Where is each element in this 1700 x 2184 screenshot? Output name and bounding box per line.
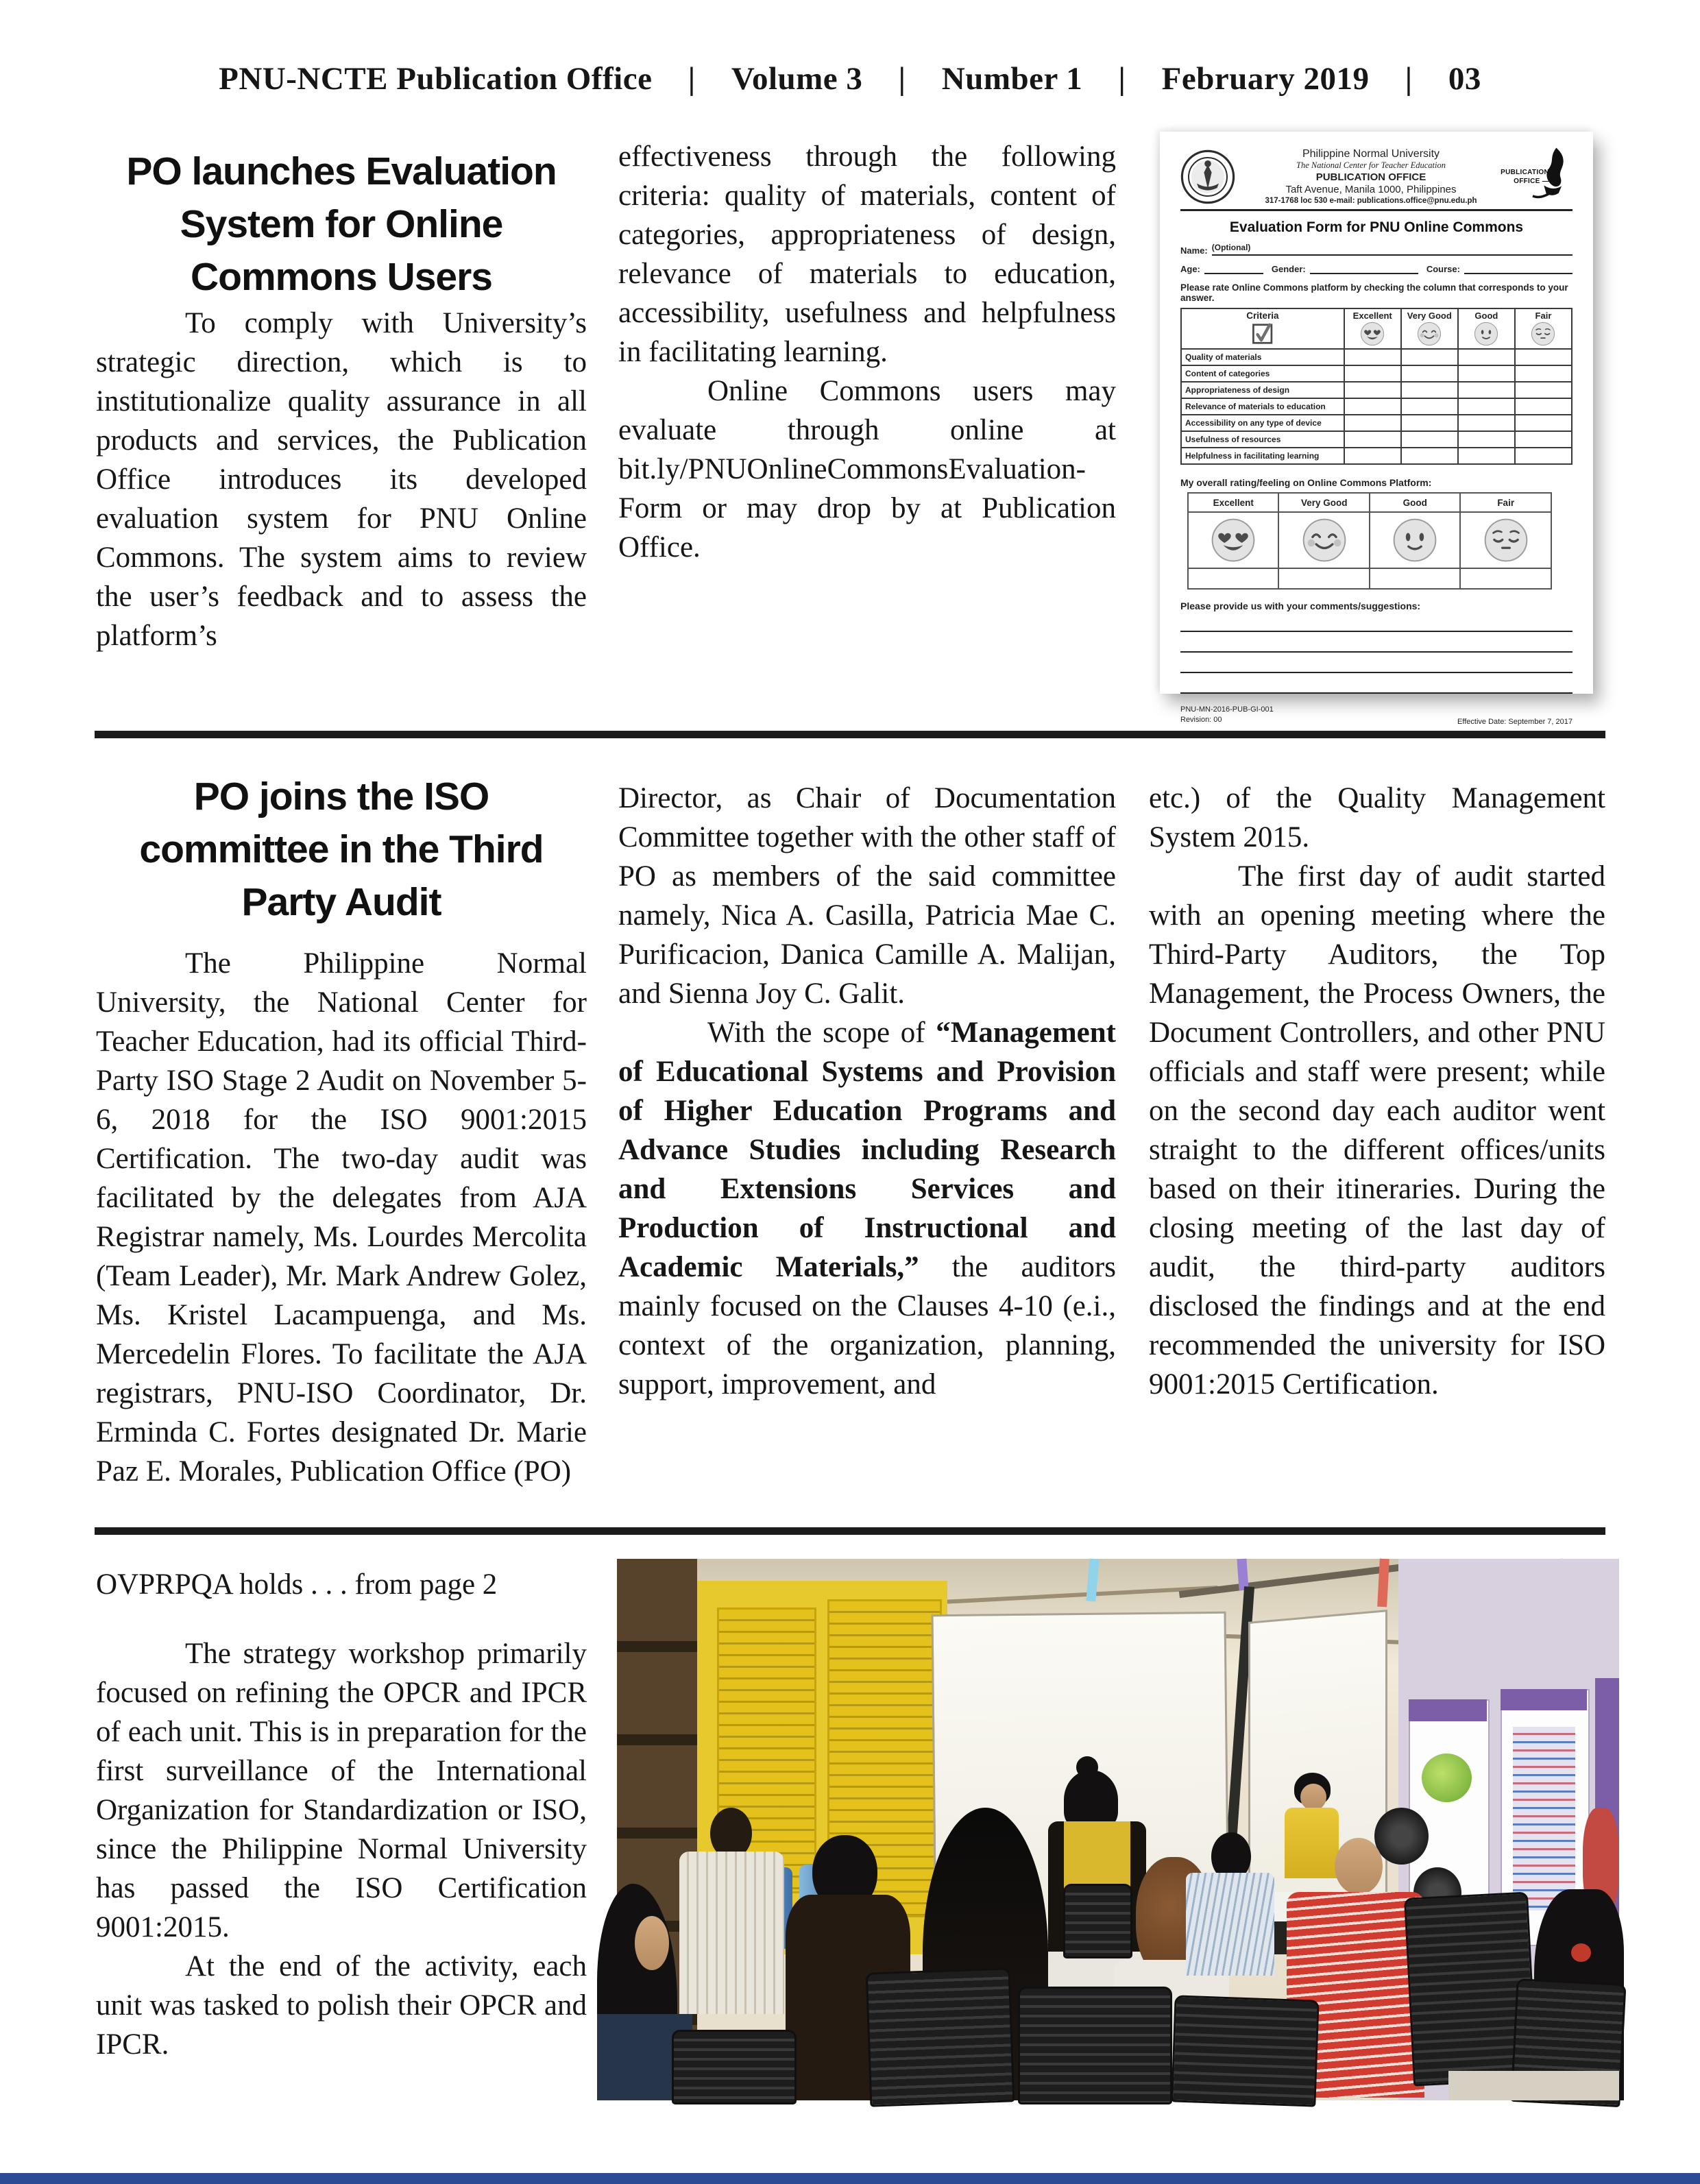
- overall-rating-label: Excellent: [1188, 493, 1278, 512]
- criteria-row: [1181, 365, 1572, 382]
- evaluation-form-paper: [1160, 132, 1593, 726]
- photo-electric-fan: [1374, 1808, 1429, 1865]
- rating-header: Fair: [1515, 308, 1572, 349]
- article2-paragraph: The first day of audit started with an opening meeting where the Third-Party Auditors, the Top Management, the Process Owners, the Document Controllers, and other PNU officials and staff were present; while on the second day each auditor went straight to the different offices/units based on their itineraries. During the closing meeting of the last day of audit, the third-party auditors disclosed the findings and at the end recommended the university for ISO 9001:2015 Certification.: [1149, 860, 1605, 1400]
- photo-poster-header: [1409, 1699, 1487, 1721]
- photo-streamer: [1377, 1559, 1389, 1607]
- overall-label-row: [1188, 493, 1551, 512]
- footer-accent-bar: [0, 2173, 1700, 2184]
- article2-column1: [96, 771, 587, 1491]
- photo-person-face: [635, 1916, 669, 1970]
- workshop-photo: [617, 1559, 1619, 2100]
- photo-person-plaid-shirt: [679, 1852, 785, 2014]
- criteria-header-label: Criteria: [1246, 311, 1279, 321]
- article1-paragraph: To comply with University’s strategic direction, which is to institutionalize quality assurance in all products and services, the Publication Office introduces its developed evaluation system for PNU Online Commons. The system aims to review the user’s feedback and to assess the platform’s: [96, 307, 587, 652]
- checkbox-check-icon: [1251, 321, 1274, 345]
- rating-cell: [1458, 365, 1515, 382]
- course-blank: [1464, 261, 1572, 274]
- issue-number: Number 1: [941, 61, 1083, 97]
- overall-face-cell: [1278, 512, 1369, 568]
- rating-cell: [1515, 365, 1572, 382]
- office-address: Taft Avenue, Manila 1000, Philippines: [1285, 183, 1457, 195]
- age-blank: [1204, 261, 1263, 274]
- overall-rating-label: My overall rating/feeling on Online Commons Platform:: [1180, 477, 1432, 488]
- overall-answer-cell: [1188, 568, 1278, 589]
- criteria-label: Usefulness of resources: [1181, 431, 1344, 448]
- rating-cell: [1401, 365, 1458, 382]
- criteria-row: [1181, 382, 1572, 398]
- scope-intro: With the scope of: [707, 1017, 936, 1049]
- overall-rating-label: Good: [1370, 493, 1460, 512]
- form-footer: [1180, 705, 1572, 726]
- article1-paragraph: effectiveness through the following criteria: quality of materials, content of categories, appropriateness of design, relevance of materials to education, accessibility, usefulness and helpfulness in facilitating learning.: [618, 141, 1116, 368]
- photo-person-bald-head: [1335, 1838, 1383, 1895]
- rating-cell: [1344, 382, 1401, 398]
- rating-cell: [1458, 398, 1515, 415]
- form-letterhead: [1180, 145, 1572, 208]
- article1-column2: [618, 137, 1116, 567]
- overall-answer-cell: [1278, 568, 1369, 589]
- rating-cell: [1344, 415, 1401, 431]
- criteria-label: Relevance of materials to education: [1181, 398, 1344, 415]
- rating-cell: [1515, 349, 1572, 365]
- comments-label: Please provide us with your comments/suggestions:: [1180, 600, 1421, 611]
- heart-eyes-emoji: [1211, 518, 1256, 563]
- photo-speaker-body: [1285, 1808, 1339, 1878]
- rating-cell: [1401, 448, 1458, 464]
- slight-smile-emoji: [1474, 321, 1498, 346]
- criteria-row: [1181, 415, 1572, 431]
- section-divider: [95, 731, 1605, 738]
- criteria-table-header: [1181, 308, 1572, 349]
- rating-cell: [1515, 382, 1572, 398]
- article1-paragraph: Online Commons users may evaluate through online at bit.ly/PNUOnlineCommonsEvaluation-Form or may drop by at Publication Office.: [618, 375, 1116, 563]
- article2-paragraph: etc.) of the Quality Management System 2015.: [1149, 782, 1605, 853]
- photo-chair: [1063, 1884, 1132, 1958]
- blush-smile-emoji: [1417, 321, 1442, 346]
- article1-title: PO launches Evaluation System for Online Commons Users: [126, 149, 557, 299]
- criteria-label: Appropriateness of design: [1181, 382, 1344, 398]
- overall-face-cell: [1370, 512, 1460, 568]
- overall-answer-cell: [1370, 568, 1460, 589]
- course-label: Course:: [1426, 264, 1460, 274]
- photo-floor: [1448, 2071, 1619, 2100]
- overall-rating-label: Very Good: [1278, 493, 1369, 512]
- effective-date: Effective Date: September 7, 2017: [1457, 717, 1572, 726]
- article1-column1: [96, 145, 587, 655]
- rating-instruction: Please rate Online Commons platform by checking the column that corresponds to your answer.: [1180, 282, 1568, 303]
- document-code: PNU-MN-2016-PUB-GI-001: [1180, 705, 1274, 714]
- issue-date: February 2019: [1161, 61, 1370, 97]
- criteria-label: Accessibility on any type of device: [1181, 415, 1344, 431]
- rating-cell: [1344, 431, 1401, 448]
- slight-smile-emoji: [1392, 518, 1437, 563]
- criteria-row: [1181, 349, 1572, 365]
- section-divider: [95, 1527, 1605, 1535]
- gender-label: Gender:: [1271, 264, 1306, 274]
- overall-rating-label: Fair: [1460, 493, 1551, 512]
- photo-chair: [1171, 1995, 1320, 2107]
- overall-face-cell: [1188, 512, 1278, 568]
- rating-cell: [1515, 431, 1572, 448]
- criteria-table: [1180, 308, 1572, 465]
- office-name: PUBLICATION OFFICE: [1315, 171, 1426, 183]
- overall-rating-table: [1187, 492, 1552, 590]
- rating-cell: [1344, 349, 1401, 365]
- scope-rest: the auditors mainly focused on the Clauses 4-10 (e.i., context of the organization, planning, support, improvement, and: [618, 1251, 1116, 1400]
- criteria-header-cell: [1181, 308, 1344, 349]
- rating-cell: [1401, 382, 1458, 398]
- rating-cell: [1458, 349, 1515, 365]
- photo-chair: [865, 1968, 1014, 2107]
- publication-name: PNU-NCTE Publication Office: [219, 61, 653, 97]
- rating-cell: [1401, 431, 1458, 448]
- office-contact: 317-1768 loc 530 e-mail: publications.office@pnu.edu.ph: [1265, 197, 1477, 206]
- rating-cell: [1458, 431, 1515, 448]
- pnu-seal-icon: [1180, 149, 1235, 204]
- overall-face-cell: [1460, 512, 1551, 568]
- rating-header: Excellent: [1344, 308, 1401, 349]
- rating-cell: [1515, 415, 1572, 431]
- article2-column2: [618, 779, 1116, 1404]
- masthead: [0, 60, 1700, 97]
- comment-line: [1180, 673, 1572, 694]
- photo-poster-header: [1501, 1689, 1587, 1711]
- overall-answer-cell: [1460, 568, 1551, 589]
- rating-cell: [1458, 415, 1515, 431]
- rating-cell: [1401, 415, 1458, 431]
- article3-paragraph: The strategy workshop primarily focused on refining the OPCR and IPCR of each unit. This is in preparation for the first surveillance of the International Organization for Standardization or ISO, since the Philippine Normal University has passed the ISO Certification 9001:2015.: [96, 1638, 587, 1943]
- criteria-row: [1181, 448, 1572, 464]
- overall-face-row: [1188, 512, 1551, 568]
- photo-chair: [672, 2030, 796, 2104]
- criteria-row: [1181, 398, 1572, 415]
- separator: |: [688, 61, 696, 97]
- comment-line: [1180, 632, 1572, 653]
- article3-paragraph: At the end of the activity, each unit was tasked to polish their OPCR and IPCR.: [96, 1950, 587, 2061]
- photo-chair: [1018, 1987, 1172, 2104]
- page-number: 03: [1448, 61, 1481, 97]
- criteria-label: Content of categories: [1181, 365, 1344, 382]
- comment-line: [1180, 611, 1572, 632]
- volume: Volume 3: [731, 61, 863, 97]
- rating-cell: [1344, 398, 1401, 415]
- criteria-label: Helpfulness in facilitating learning: [1181, 448, 1344, 464]
- evaluation-form-image: [1160, 132, 1593, 726]
- rating-cell: [1515, 398, 1572, 415]
- rating-header: Very Good: [1401, 308, 1458, 349]
- article2-column3: [1149, 779, 1605, 1404]
- revision: Revision: 00: [1180, 716, 1222, 725]
- blush-smile-emoji: [1302, 518, 1347, 563]
- university-name: Philippine Normal University: [1302, 147, 1440, 160]
- rating-header: Good: [1458, 308, 1515, 349]
- publication-office-logo-text: [1501, 169, 1549, 186]
- photo-hair-bow: [1571, 1943, 1591, 1962]
- name-field: [1180, 243, 1572, 256]
- publication-office-logo: [1501, 145, 1572, 208]
- letterhead-rule: [1180, 209, 1572, 211]
- age-label: Age:: [1180, 264, 1200, 274]
- photo-speaker-face: [1300, 1784, 1326, 1811]
- form-title: Evaluation Form for PNU Online Commons: [1229, 219, 1524, 235]
- scope-bold: “Management of Educational Systems and Provision of Higher Education Programs and Advance Studies including Research and Extensions Services and Production of Instructional and Academic Materials,”: [618, 1017, 1116, 1283]
- rating-cell: [1515, 448, 1572, 464]
- university-tagline: The National Center for Teacher Education: [1296, 160, 1446, 171]
- photo-person-striped-blouse: [1186, 1873, 1274, 1976]
- logo-line2: OFFICE —: [1514, 177, 1549, 185]
- age-gender-course-fields: [1180, 261, 1572, 274]
- rating-cell: [1401, 398, 1458, 415]
- rating-cell: [1344, 365, 1401, 382]
- comment-line: [1180, 653, 1572, 673]
- article2-paragraph: [618, 1013, 1116, 1404]
- rating-cell: [1458, 382, 1515, 398]
- criteria-label: Quality of materials: [1181, 349, 1344, 365]
- rating-cell: [1401, 349, 1458, 365]
- article3-column: [96, 1567, 587, 2064]
- criteria-row: [1181, 431, 1572, 448]
- heart-eyes-emoji: [1360, 321, 1385, 346]
- article2-paragraph: The Philippine Normal University, the National Center for Teacher Education, had its official Third-Party ISO Stage 2 Audit on November 5-6, 2018 for the ISO 9001:2015 Certification. The two-day audit was facilitated by the delegates from AJA Registrar namely, Ms. Lourdes Mercolita (Team Leader), Mr. Mark Andrew Golez, Ms. Kristel Lacampuenga, and Ms. Mercedelin Flores. To facilitate the AJA registrars, PNU-ISO Coordinator, Dr. Erminda C. Fortes designated Dr. Marie Paz E. Morales, Publication Office (PO): [96, 947, 587, 1488]
- separator: |: [1118, 61, 1126, 97]
- pensive-emoji: [1483, 518, 1529, 563]
- photo-poster-rows: [1513, 1727, 1575, 1911]
- letterhead-text: [1241, 147, 1501, 206]
- rating-cell: [1344, 448, 1401, 464]
- rating-cell: [1458, 448, 1515, 464]
- article2-title: PO joins the ISO committee in the Third Party Audit: [139, 775, 544, 924]
- pensive-emoji: [1531, 321, 1555, 346]
- gender-blank: [1310, 261, 1418, 274]
- overall-empty-row: [1188, 568, 1551, 589]
- name-label: Name:: [1180, 245, 1208, 256]
- separator: |: [1405, 61, 1413, 97]
- separator: |: [898, 61, 906, 97]
- name-blank: (Optional): [1212, 243, 1572, 256]
- logo-line1: PUBLICATION: [1501, 169, 1549, 176]
- criteria-table-body: [1181, 349, 1572, 464]
- photo-person-head: [1064, 1770, 1118, 1830]
- continuation-header: OVPRPQA holds . . . from page 2: [96, 1568, 498, 1601]
- article2-paragraph: Director, as Chair of Documentation Committee together with the other staff of PO as members of the said committee namely, Nica A. Casilla, Patricia Mae C. Purificacion, Danica Camille A. Malijan, and Sienna Joy C. Galit.: [618, 782, 1116, 1010]
